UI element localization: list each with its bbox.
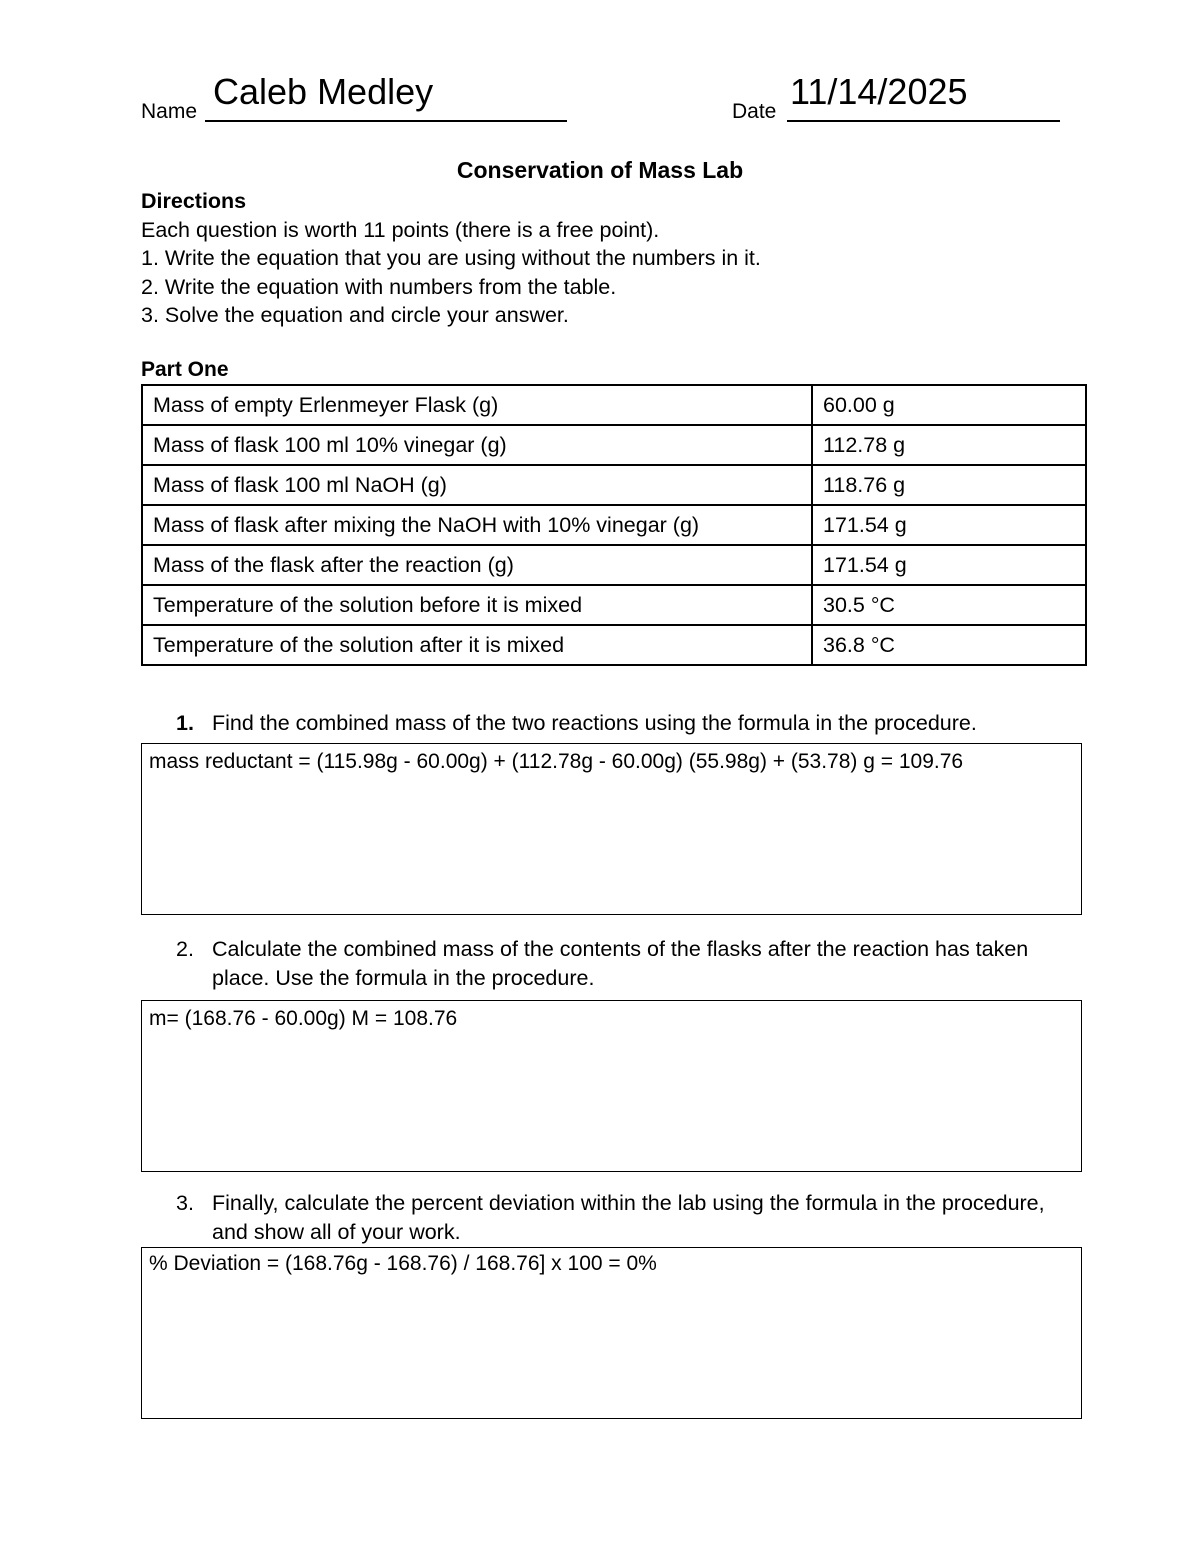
row-label: Mass of empty Erlenmeyer Flask (g) [142,385,812,425]
table-row [142,505,1086,545]
row-value[interactable]: 112.78 g [812,425,1086,465]
row-label: Temperature of the solution before it is mixed [142,585,812,625]
table-row [142,465,1086,505]
name-value[interactable]: Caleb Medley [213,71,434,112]
table-row [142,585,1086,625]
row-label: Mass of the flask after the reaction (g) [142,545,812,585]
data-table [141,384,1087,666]
question-text: Calculate the combined mass of the contents of the flasks after the reaction has taken place. Use the formula in the procedure. [212,937,1029,990]
table-row [142,625,1086,665]
table-row [142,385,1086,425]
row-label: Mass of flask after mixing the NaOH with 10% vinegar (g) [142,505,812,545]
row-value[interactable]: 36.8 °C [812,625,1086,665]
part-one-heading: Part One [141,358,229,381]
directions-line: 2. Write the equation with numbers from the table. [141,274,617,299]
directions-section [141,187,761,330]
table-row [142,545,1086,585]
page-title: Conservation of Mass Lab [456,157,744,183]
directions-heading: Directions [141,189,247,213]
table-row [142,425,1086,465]
date-value[interactable]: 11/14/2025 [790,71,968,112]
row-label: Mass of flask 100 ml 10% vinegar (g) [142,425,812,465]
row-value[interactable]: 171.54 g [812,545,1086,585]
question-text: Find the combined mass of the two reactions using the formula in the procedure. [212,711,977,735]
answer-box-2[interactable]: m= (168.76 - 60.00g) M = 108.76 [141,1000,1082,1172]
question-text: Finally, calculate the percent deviation within the lab using the formula in the procedure, and show all of your work. [212,1191,1045,1244]
directions-line: 3. Solve the equation and circle your answer. [141,303,569,327]
row-value[interactable]: 30.5 °C [812,585,1086,625]
row-value[interactable]: 60.00 g [812,385,1086,425]
date-underline [787,120,1060,122]
row-value[interactable]: 171.54 g [812,505,1086,545]
question-number: 2. [176,937,194,961]
answer-box-3[interactable]: % Deviation = (168.76g - 168.76) / 168.76] x 100 = 0% [141,1247,1082,1419]
name-label: Name [141,100,198,123]
directions-line: Each question is worth 11 points (there is a free point). [141,217,660,242]
date-label: Date [732,100,777,123]
name-underline [205,120,567,122]
question-number: 1. [176,711,194,735]
row-label: Mass of flask 100 ml NaOH (g) [142,465,812,505]
row-label: Temperature of the solution after it is mixed [142,625,812,665]
row-value[interactable]: 118.76 g [812,465,1086,505]
question-number: 3. [176,1191,194,1215]
answer-box-1[interactable]: mass reductant = (115.98g - 60.00g) + (112.78g - 60.00g) (55.98g) + (53.78) g = 109.76 [141,743,1082,915]
directions-line: 1. Write the equation that you are using without the numbers in it. [141,246,761,270]
